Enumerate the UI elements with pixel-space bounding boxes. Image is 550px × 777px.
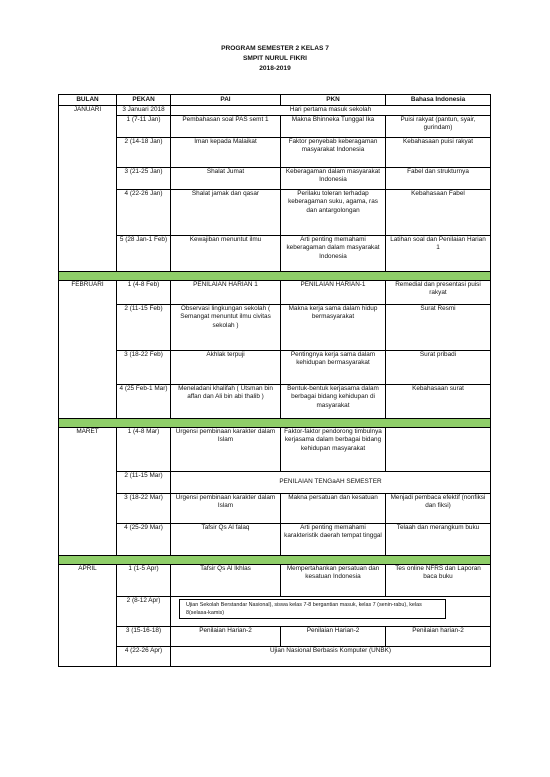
week-cell: 1 (4-8 Mar) — [117, 427, 171, 471]
month-separator — [59, 271, 491, 280]
week-cell: 4 (25 Feb-1 Mar) — [117, 384, 171, 418]
table-row — [59, 167, 491, 189]
doc-school: SMPIT NURUL FIKRI — [243, 55, 307, 62]
week-cell: 2 (8-12 Apr) — [117, 596, 171, 626]
pai-cell: Urgensi pembinaan karakter dalam Islam — [171, 493, 281, 523]
table-row — [59, 523, 491, 555]
pkn-cell: Faktor penyebab keberagaman masyarakat Indonesia — [281, 137, 386, 167]
pkn-cell: Pentingnya kerja sama dalam kehidupan bermasyarakat — [281, 350, 386, 384]
month-februari: FEBRUARI — [59, 280, 117, 418]
month-separator — [59, 418, 491, 427]
pai-cell: Tafsir Qs Al Ikhlas — [171, 564, 281, 596]
table-row — [59, 427, 491, 471]
bindo-cell: Puisi rakyat (pantun, syair, gurindam) — [386, 115, 491, 137]
pai-cell: Akhlak terpuji — [171, 350, 281, 384]
pai-cell: Shalat jamak dan qasar — [171, 189, 281, 235]
bindo-cell: Remedial dan presentasi puisi rakyat — [386, 280, 491, 304]
week-cell: 3 (15-16-18) — [117, 626, 171, 646]
month-april: APRIL — [59, 564, 117, 666]
week-cell: 1 (7-11 Jan) — [117, 115, 171, 137]
week-cell: 1 (1-5 Apr) — [117, 564, 171, 596]
header-pkn: PKN — [281, 95, 386, 106]
event-cell: Ujian Nasional Berbasis Komputer (UNBK) — [171, 646, 491, 666]
week-cell: 2 (11-15 Feb) — [117, 304, 171, 350]
week-cell: 3 Januari 2018 — [117, 106, 171, 116]
pkn-cell: Makna persatuan dan kesatuan — [281, 493, 386, 523]
pai-cell: Penilaian Harian-2 — [171, 626, 281, 646]
table-row — [59, 304, 491, 350]
pkn-cell: Penilaian Harian-2 — [281, 626, 386, 646]
bindo-cell: Fabel dan strukturnya — [386, 167, 491, 189]
bindo-cell: Telaah dan merangkum buku — [386, 523, 491, 555]
week-cell: 2 (14-18 Jan) — [117, 137, 171, 167]
table-row — [59, 280, 491, 304]
pkn-cell: Arti penting memahami keberagaman dalam masyarakat Indonesia — [281, 235, 386, 271]
table-row — [59, 189, 491, 235]
pai-cell: Kewajiban menuntut ilmu — [171, 235, 281, 271]
pkn-cell: PENILAIAN HARIAN-1 — [281, 280, 386, 304]
bindo-cell: Kebahasaan surat — [386, 384, 491, 418]
header-bindo: Bahasa Indonesia — [386, 95, 491, 106]
pai-cell: Observasi lingkungan sekolah ( Semangat menuntut ilmu civitas sekolah ) — [171, 304, 281, 350]
pkn-cell: Arti penting memahami karakteristik daerah tempat tinggal — [281, 523, 386, 555]
table-row — [59, 106, 491, 116]
pai-cell: Shalat Jumat — [171, 167, 281, 189]
pai-cell: Pembahasan soal PAS semt 1 — [171, 115, 281, 137]
table-row — [59, 564, 491, 596]
bindo-cell: Kebahasaan puisi rakyat — [386, 137, 491, 167]
doc-title: PROGRAM SEMESTER 2 KELAS 7 — [221, 45, 329, 52]
pai-cell: Tafsir Qs Al falaq — [171, 523, 281, 555]
table-row — [59, 646, 491, 666]
month-januari: JANUARI — [59, 106, 117, 272]
bindo-cell: Tes online NFRS dan Laporan baca buku — [386, 564, 491, 596]
week-cell: 3 (18-22 Mar) — [117, 493, 171, 523]
bindo-cell: Latihan soal dan Penilaian Harian 1 — [386, 235, 491, 271]
ujian-note-box: Ujian Sekolah Berstandar Nasional), siswa kelas 7-8 bergantian masuk, kelas 7 (senin-rabu), kelas 8(selasa-kamis) — [179, 599, 446, 619]
week-cell: 4 (25-29 Mar) — [117, 523, 171, 555]
event-cell — [171, 596, 491, 626]
month-maret: MARET — [59, 427, 117, 555]
header-pai: PAI — [171, 95, 281, 106]
header-pekan: PEKAN — [117, 95, 171, 106]
pkn-cell: Bentuk-bentuk kerjasama dalam berbagai bidang kehidupan di masyarakat — [281, 384, 386, 418]
week-cell: 2 (11-15 Mar) — [117, 471, 171, 493]
week-cell: 4 (22-26 Jan) — [117, 189, 171, 235]
table-row — [59, 235, 491, 271]
doc-year: 2018-2019 — [259, 65, 291, 72]
table-row — [59, 384, 491, 418]
pkn-cell: Makna Bhinneka Tunggal Ika — [281, 115, 386, 137]
week-cell: 1 (4-8 Feb) — [117, 280, 171, 304]
event-cell: Hari pertama masuk sekolah — [171, 106, 491, 116]
pai-cell: Iman kepada Malaikat — [171, 137, 281, 167]
pai-cell: PENILAIAN HARIAN 1 — [171, 280, 281, 304]
table-row — [59, 350, 491, 384]
header-row — [59, 95, 491, 106]
month-separator — [59, 555, 491, 564]
event-cell: PENILAIAN TENGaAH SEMESTER — [171, 471, 491, 493]
table-row — [59, 137, 491, 167]
bindo-cell: Penilaian harian-2 — [386, 626, 491, 646]
pkn-cell: Makna kerja sama dalam hidup bermasyarakat — [281, 304, 386, 350]
schedule-table — [58, 94, 491, 667]
table-row — [59, 115, 491, 137]
pai-cell: Urgensi pembinaan karakter dalam Islam — [171, 427, 281, 471]
table-row — [59, 493, 491, 523]
header-bulan: BULAN — [59, 95, 117, 106]
week-cell: 3 (18-22 Feb) — [117, 350, 171, 384]
bindo-cell — [386, 427, 491, 471]
table-row — [59, 471, 491, 493]
week-cell: 5 (28 Jan-1 Feb) — [117, 235, 171, 271]
bindo-cell: Kebahasaan Fabel — [386, 189, 491, 235]
pkn-cell: Mempertahankan persatuan dan kesatuan Indonesia — [281, 564, 386, 596]
table-row — [59, 626, 491, 646]
bindo-cell: Menjadi pembaca efektif (nonfiksi dan fiksi) — [386, 493, 491, 523]
week-cell: 4 (22-26 Apr) — [117, 646, 171, 666]
table-row — [59, 596, 491, 626]
pai-cell: Meneladani khalifah ( Utsman bin affan dan Ali bin abi thalib ) — [171, 384, 281, 418]
week-cell: 3 (21-25 Jan) — [117, 167, 171, 189]
bindo-cell: Surat Resmi — [386, 304, 491, 350]
pkn-cell: Keberagaman dalam masyarakat Indonesia — [281, 167, 386, 189]
pkn-cell: Faktor-faktor pendorong timbulnya kerjasama dalam berbagai bidang kehidupan masyarakat — [281, 427, 386, 471]
bindo-cell: Surat pribadi — [386, 350, 491, 384]
pkn-cell: Perilaku toleran terhadap keberagaman suku, agama, ras dan antargolongan — [281, 189, 386, 235]
